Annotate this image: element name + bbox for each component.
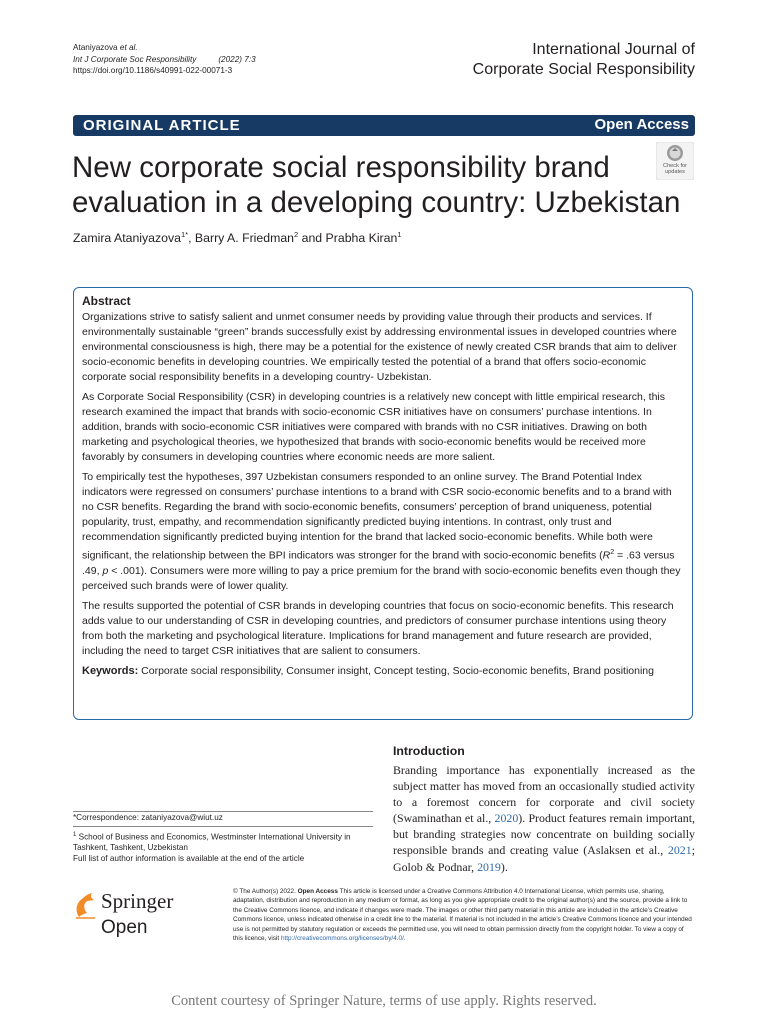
abstract-paragraph-2: As Corporate Social Responsibility (CSR) in developing countries is a relatively new concept with little empirical research, this research examined the impact that brands with socio-economic CSR initiatives have on consumers’ purchase intentions. In addition, brands with socio-economic CSR initiatives were compared with brands with no CSR initiatives. Drawing on both marketing and psychological theories, we hypothesized that brands with socio-economic benefits would be received more favorably by consumers in developing countries where economic needs are more salient.: [82, 391, 666, 463]
courtesy-notice: Content courtesy of Springer Nature, terms of use apply. Rights reserved.: [171, 993, 597, 1009]
abstract-p3-part1: To empirically test the hypotheses, 397 Uzbekistan consumers responded to an online survey. The Brand Potential Index indicators were regressed on consumers’ purchase intentions to a brand with CSR socio-economic benefits and to a brand with no CSR benefits. Regarding the brand with socio-economic benefits, consumers’ perception of brand uniqueness, potential popularity, trust, empathy, and recommendation significantly predicted buying intentions. In contrast, only trust and recommendation significantly predicted buying intention for the brand that lacked socio-economic benefits. While both were significant, the relationship between the BPI indicators was stronger for the brand with socio-economic benefits (: [82, 471, 672, 562]
abstract-heading: Abstract: [82, 294, 131, 308]
license-open-access: Open Access: [297, 888, 338, 895]
abstract-r-sup: 2: [610, 549, 615, 556]
citation-link[interactable]: 2021: [667, 843, 692, 858]
author-3-affil: 1: [397, 230, 402, 239]
open-access-label: Open Access: [594, 116, 689, 133]
intro-text-2: ). Product features remain important, but branding strategies now concentrate on building socially responsible brands and creating value (Aslaksen et al.,: [393, 811, 695, 858]
license-end: .: [403, 935, 406, 943]
abstract-p-symbol: p: [102, 564, 109, 577]
intro-text-3: ; Golob & Podnar,: [393, 843, 695, 874]
footnote-divider-top: [73, 811, 373, 812]
header-journal-line: [73, 54, 256, 66]
doi-link[interactable]: https://doi.org/10.1186/s40991-022-00071-3: [73, 66, 233, 76]
header-authors: [73, 42, 256, 54]
introduction-heading: Introduction: [393, 744, 465, 758]
springer-open-logo: [73, 889, 218, 938]
author-1-affil: 1*: [181, 230, 189, 239]
keywords-label: Keywords:: [82, 664, 139, 677]
author-3[interactable]: and Prabha Kiran: [298, 231, 398, 246]
check-updates-line2: updates: [665, 169, 685, 175]
author-2[interactable]: , Barry A. Friedman: [188, 231, 295, 246]
article-type-label: ORIGINAL ARTICLE: [83, 117, 241, 134]
copyright-text: © The Author(s) 2022.: [233, 888, 298, 895]
intro-text-4: ).: [500, 859, 508, 874]
open-wordmark: Open: [101, 917, 148, 938]
keywords: [82, 664, 683, 679]
header-author-name: Ataniyazova: [73, 43, 120, 52]
license-text: This article is licensed under a Creative Commons Attribution 4.0 International License, which permits use, sharing, adaptation, distribution and reproduction in any medium or format, as long as you give appropriate credit to the original author(s) and the source, provide a link to the Creative Commons licence, and indicate if changes were made. The images or other third party material in this article are included in the article’s Creative Commons licence, unless indicated otherwise in a credit line to the material. If material is not included in the article’s Creative Commons licence and your intended use is not permitted by statutory regulation or exceeds the permitted use, you will need to obtain permission directly from the copyright holder. To view a copy of this licence, visit: [233, 888, 692, 943]
article-title: New corporate social responsibility brand evaluation in a developing country: Uzbekistan: [72, 151, 681, 219]
abstract-p3-part2: = .63 versus .49,: [82, 549, 675, 577]
header-journal-abbrev: Int J Corporate Soc Responsibility: [73, 54, 197, 64]
journal-name-line2: Corporate Social Responsibility: [472, 61, 695, 78]
citation-link[interactable]: 2019: [477, 859, 501, 874]
author-list: [73, 230, 402, 245]
abstract-paragraph-1: Organizations strive to satisfy salient and unmet consumer needs by providing value through their products and services. If environmentally sustainable “green” brands successfully exist by addressing environmental issues in developed countries where environmental consciousness is high, there may be a potential for the existence of newly created CSR brands that aim to deliver socio-economic benefits in developing countries. We empirically tested the potential of a brand that offers socio-economic corporate social responsibility benefits in a developing country- Uzbekistan.: [82, 311, 677, 383]
header-et-al: et al.: [119, 43, 138, 52]
header-volume: (2022) 7:3: [218, 54, 256, 64]
author-2-affil: 2: [294, 230, 299, 239]
footnotes: [73, 813, 373, 864]
check-updates-line1: Check for: [663, 163, 687, 169]
abstract-r-symbol: R: [602, 549, 611, 562]
affiliation: [73, 830, 373, 854]
affiliation-text: School of Business and Economics, Westminster International University in Tashkent, Tashkent, Uzbekistan: [73, 832, 351, 852]
abstract-p3-part3: < .001). Consumers were more willing to pay a price premium for the brand with socio-economic benefits even though they perceived such brands were of lower quality.: [82, 564, 681, 592]
correspondence[interactable]: *Correspondence: zataniyazova@wiut.uz: [73, 813, 223, 822]
abstract-paragraph-4: The results supported the potential of CSR brands in developing countries that focus on socio-economic benefits. This research adds value to our understanding of CSR in developing countries, and predictors of consumer purchase intentions using theory from both the marketing and psychological literature. Implications for brand management and future research are provided, including the need to target CSR initiatives that are salient to consumers.: [82, 599, 674, 657]
citation-link[interactable]: 2020: [494, 811, 519, 826]
springer-horse-icon: [73, 891, 97, 919]
abstract-box: [73, 287, 693, 720]
introduction-text: [393, 762, 695, 875]
author-1[interactable]: Zamira Ataniyazova: [73, 231, 181, 246]
citation-header: [73, 42, 256, 77]
keywords-list: Corporate social responsibility, Consumer insight, Concept testing, Socio-economic benefits, Brand positioning: [141, 664, 654, 677]
springer-wordmark: Springer: [101, 889, 174, 913]
license-statement: [233, 887, 695, 943]
springer-open-wordmark: [101, 889, 218, 939]
journal-name-line1: International Journal of: [532, 41, 695, 58]
footnote-divider-mid: [73, 826, 373, 827]
intro-text-1: Branding importance has exponentially increased as the subject matter has moved from an occasionally studied activity to a foremost concern for corporate and civil society (Swaminathan et al.,: [393, 763, 695, 826]
article-type-bar: [73, 115, 695, 136]
license-link[interactable]: http://creativecommons.org/licenses/by/4.0/: [280, 935, 404, 943]
abstract-paragraph-3: [82, 470, 683, 594]
affiliation-number: 1: [73, 831, 77, 838]
journal-name: [473, 40, 695, 80]
full-author-info-note: Full list of author information is available at the end of the article: [73, 853, 305, 863]
